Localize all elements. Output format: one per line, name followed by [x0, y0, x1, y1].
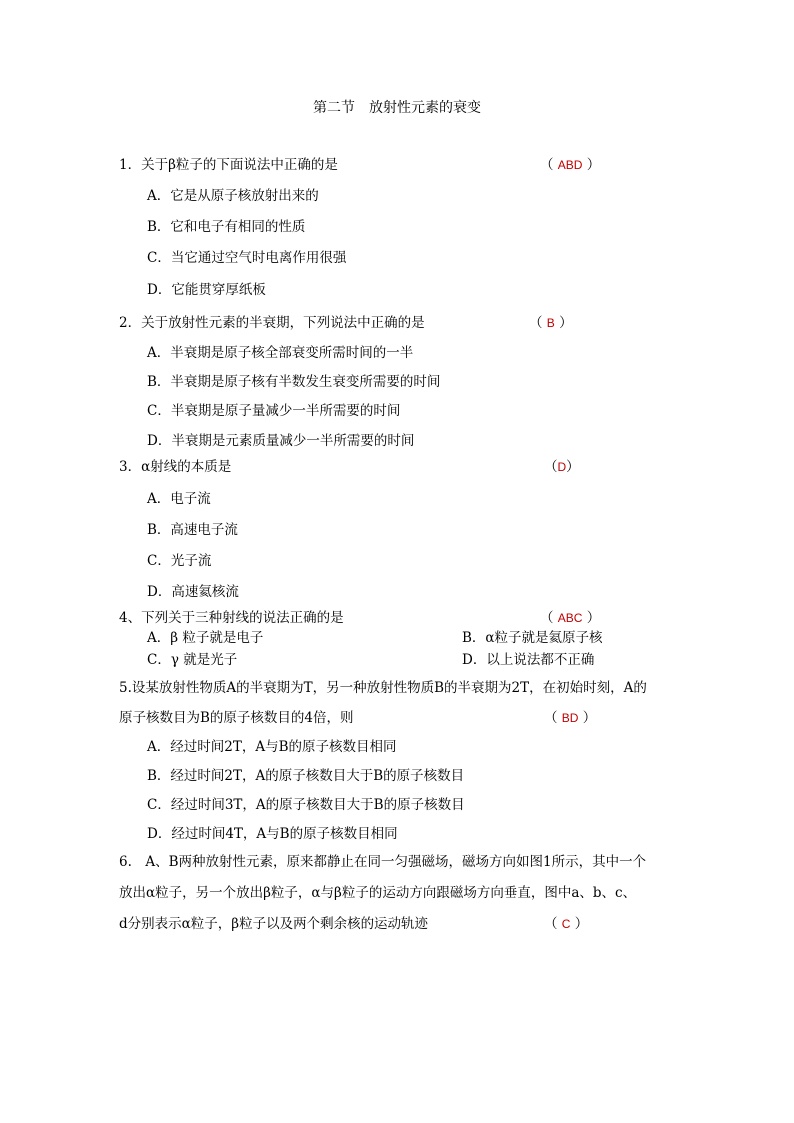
paren-open: （: [540, 157, 554, 173]
paren-open: （: [529, 315, 543, 331]
question-2-option-a: A．半衰期是原子核全部衰变所需时间的一半: [147, 345, 414, 361]
paren-open: （: [544, 916, 558, 932]
question-4-option-b: B．α粒子就是氦原子核: [462, 630, 603, 646]
answer-code: ABD: [557, 158, 583, 172]
answer-code: B: [546, 316, 555, 330]
question-4-stem: 4、下列关于三种射线的说法正确的是: [119, 610, 344, 626]
question-3-stem: 3．α射线的本质是: [119, 459, 232, 475]
question-2-option-d: D．半衰期是元素质量减少一半所需要的时间: [147, 433, 415, 449]
paren-open: （: [544, 459, 558, 475]
question-4-option-a: A．β 粒子就是电子: [147, 630, 264, 646]
question-3-answer: [544, 458, 580, 476]
question-2-option-c: C．半衰期是原子量减少一半所需要的时间: [147, 403, 401, 419]
answer-code: BD: [561, 711, 579, 725]
question-5-option-b: B．经过时间2T，A的原子核数目大于B的原子核数目: [147, 768, 465, 784]
paren-open: （: [540, 610, 554, 626]
question-1-stem: 1．关于β粒子的下面说法中正确的是: [119, 157, 338, 173]
paren-close: ）: [582, 710, 597, 726]
paren-close: ）: [586, 157, 601, 173]
question-2-answer: [529, 314, 573, 332]
question-4-option-d: D．以上说法都不正确: [462, 652, 595, 668]
paren-open: （: [544, 710, 558, 726]
question-5-answer: [544, 709, 596, 727]
question-6-stem-line-3: d分别表示α粒子，β粒子以及两个剩余核的运动轨迹: [119, 916, 429, 932]
question-3-option-c: C．光子流: [147, 553, 212, 569]
paren-close: ）: [559, 315, 573, 331]
paren-close: ）: [574, 916, 589, 932]
question-1-option-b: B．它和电子有相同的性质: [147, 219, 306, 235]
paren-close: ）: [566, 459, 580, 475]
question-4-option-c: C．γ 就是光子: [147, 652, 238, 668]
question-5-stem-line-1: 5.设某放射性物质A的半衰期为T，另一种放射性物质B的半衰期为2T，在初始时刻，A的: [119, 680, 647, 696]
question-5-option-d: D．经过时间4T，A与B的原子核数目相同: [147, 826, 398, 842]
question-1-answer: [540, 156, 600, 174]
answer-code: ABC: [557, 611, 583, 625]
question-1-option-c: C．当它通过空气时电离作用很强: [147, 250, 347, 266]
page-title: 第二节 放射性元素的衰变: [313, 100, 481, 116]
answer-code: D: [557, 460, 567, 474]
question-1-option-a: A．它是从原子核放射出来的: [147, 188, 319, 204]
question-3-option-b: B．高速电子流: [147, 522, 238, 538]
question-5-stem-line-2: 原子核数目为B的原子核数目的4倍，则: [119, 710, 354, 726]
question-3-option-a: A．电子流: [147, 491, 211, 507]
question-5-option-a: A．经过时间2T，A与B的原子核数目相同: [147, 739, 397, 755]
question-1-option-d: D．它能贯穿厚纸板: [147, 282, 266, 298]
question-2-option-b: B．半衰期是原子核有半数发生衰变所需要的时间: [147, 374, 441, 390]
question-4-answer: [540, 609, 600, 627]
question-2-stem: 2．关于放射性元素的半衰期，下列说法中正确的是: [119, 315, 425, 331]
question-6-stem-line-2: 放出α粒子，另一个放出β粒子，α与β粒子的运动方向跟磁场方向垂直，图中a、b、c、: [119, 885, 637, 901]
answer-code: C: [561, 917, 571, 931]
question-6-answer: [544, 915, 588, 933]
question-6-stem-line-1: 6. A、B两种放射性元素，原来都静止在同一匀强磁场，磁场方向如图1所示，其中一个: [119, 854, 647, 870]
question-3-option-d: D．高速氦核流: [147, 584, 239, 600]
paren-close: ）: [586, 610, 601, 626]
question-5-option-c: C．经过时间3T，A的原子核数目大于B的原子核数目: [147, 797, 465, 813]
